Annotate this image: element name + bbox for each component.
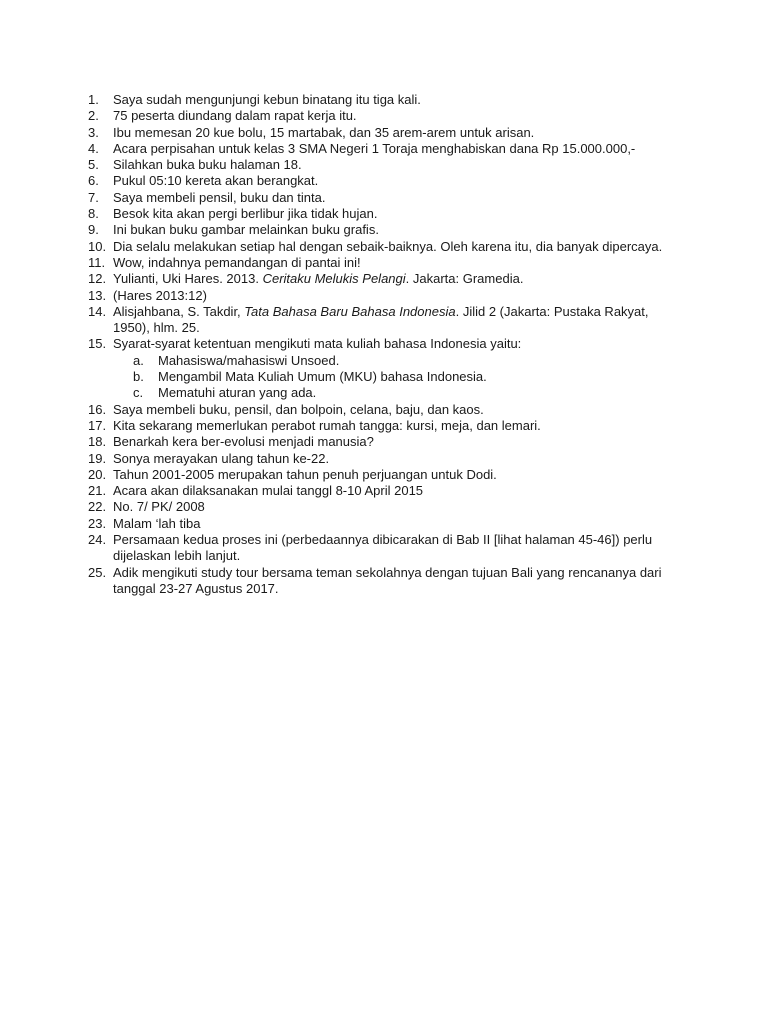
item-text: Kita sekarang memerlukan perabot rumah tangga: kursi, meja, dan lemari.	[113, 417, 541, 433]
item-text: Pukul 05:10 kereta akan berangkat.	[113, 173, 319, 189]
item-text-main: Syarat-syarat ketentuan mengikuti mata kuliah bahasa Indonesia yaitu:	[113, 336, 522, 352]
list-item	[88, 467, 688, 483]
item-number: 24.	[88, 532, 107, 548]
item-text: Dia selalu melakukan setiap hal dengan sebaik-baiknya. Oleh karena itu, dia banyak dipercaya.	[113, 238, 663, 254]
item-text: Acara perpisahan untuk kelas 3 SMA Negeri 1 Toraja menghabiskan dana Rp 15.000.000,-	[113, 140, 636, 156]
item-number: 18.	[88, 434, 107, 450]
list-item	[88, 499, 688, 515]
item-text: 75 peserta diundang dalam rapat kerja itu.	[113, 108, 357, 124]
item-text: Persamaan kedua proses ini (perbedaannya dibicarakan di Bab II [lihat halaman 45-46]) perlu dijelaskan lebih lanjut.	[113, 532, 653, 564]
item-text: Malam ‘lah tiba	[113, 515, 201, 531]
book-title: Ceritaku Melukis Pelangi	[262, 271, 406, 287]
numbered-list	[88, 92, 688, 597]
citation-publisher: . Jilid 2 (Jakarta: Pustaka Rakyat, 1950), hlm. 25.	[113, 303, 649, 336]
item-text	[113, 336, 688, 401]
item-number: 12.	[88, 271, 107, 287]
item-text: Benarkah kera ber-evolusi menjadi manusia?	[113, 434, 374, 450]
list-item	[88, 304, 688, 337]
item-number: 15.	[88, 336, 107, 352]
list-item	[88, 141, 688, 157]
sub-item-text: Mahasiswa/mahasiswi Unsoed.	[158, 352, 340, 368]
list-item	[88, 565, 688, 598]
list-item	[88, 206, 688, 222]
list-item	[88, 271, 688, 287]
item-text: (Hares 2013:12)	[113, 287, 207, 303]
item-number: 1.	[88, 92, 99, 107]
item-number: 21.	[88, 483, 107, 499]
item-number: 8.	[88, 206, 99, 222]
sub-list-item	[113, 385, 688, 401]
item-number: 17.	[88, 417, 107, 433]
list-item	[88, 190, 688, 206]
list-item	[88, 532, 688, 565]
item-text: Acara akan dilaksanakan mulai tanggl 8-10 April 2015	[113, 483, 424, 499]
citation-author: Yulianti, Uki Hares. 2013.	[113, 271, 263, 287]
sub-item-text: Mematuhi aturan yang ada.	[158, 385, 317, 401]
sub-item-letter: a.	[133, 352, 144, 368]
sub-item-letter: b.	[133, 369, 144, 385]
item-number: 10.	[88, 238, 107, 254]
item-text: Wow, indahnya pemandangan di pantai ini!	[113, 254, 361, 270]
item-number: 25.	[88, 564, 107, 580]
sub-item-letter: c.	[133, 385, 144, 401]
citation-author: Alisjahbana, S. Takdir,	[113, 303, 245, 319]
list-item	[88, 402, 688, 418]
item-number: 19.	[88, 450, 107, 466]
item-text: Silahkan buka buku halaman 18.	[113, 157, 302, 173]
sub-item-text: Mengambil Mata Kuliah Umum (MKU) bahasa Indonesia.	[158, 369, 487, 385]
item-text: Ibu memesan 20 kue bolu, 15 martabak, dan 35 arem-arem untuk arisan.	[113, 124, 535, 140]
book-title: Tata Bahasa Baru Bahasa Indonesia	[244, 303, 456, 319]
item-text	[113, 271, 688, 287]
list-item	[88, 108, 688, 124]
item-number: 2.	[88, 108, 99, 124]
item-text: Saya membeli buku, pensil, dan bolpoin, celana, baju, dan kaos.	[113, 401, 484, 417]
item-number: 11.	[88, 254, 106, 270]
list-item	[88, 92, 688, 108]
list-item	[88, 288, 688, 304]
sub-list	[113, 353, 688, 402]
item-number: 6.	[88, 173, 99, 189]
item-number: 7.	[88, 189, 99, 205]
item-number: 9.	[88, 222, 99, 238]
list-item	[88, 483, 688, 499]
item-text: Besok kita akan pergi berlibur jika tidak hujan.	[113, 206, 378, 222]
item-text: Tahun 2001-2005 merupakan tahun penuh perjuangan untuk Dodi.	[113, 466, 497, 482]
item-number: 4.	[88, 140, 99, 156]
sub-list-item	[113, 353, 688, 369]
citation-publisher: . Jakarta: Gramedia.	[405, 271, 524, 287]
item-text: Sonya merayakan ulang tahun ke-22.	[113, 450, 330, 466]
list-item	[88, 336, 688, 401]
list-item	[88, 239, 688, 255]
sub-list-item	[113, 369, 688, 385]
list-item	[88, 451, 688, 467]
list-item	[88, 434, 688, 450]
list-item	[88, 255, 688, 271]
item-number: 20.	[88, 466, 107, 482]
item-number: 23.	[88, 515, 107, 531]
item-number: 14.	[88, 303, 107, 319]
item-number: 5.	[88, 157, 99, 173]
list-item	[88, 516, 688, 532]
item-text	[113, 304, 688, 337]
item-number: 13.	[88, 287, 107, 303]
item-text: Adik mengikuti study tour bersama teman sekolahnya dengan tujuan Bali yang rencananya dari tanggal 23-27 Agustus 2017.	[113, 564, 662, 596]
list-item	[88, 125, 688, 141]
item-text: Saya membeli pensil, buku dan tinta.	[113, 189, 326, 205]
list-item	[88, 157, 688, 173]
item-text: Saya sudah mengunjungi kebun binatang itu tiga kali.	[113, 92, 421, 107]
item-number: 22.	[88, 499, 107, 515]
item-text: Ini bukan buku gambar melainkan buku grafis.	[113, 222, 379, 238]
item-number: 16.	[88, 401, 107, 417]
list-item	[88, 173, 688, 189]
list-item	[88, 418, 688, 434]
item-text: No. 7/ PK/ 2008	[113, 499, 205, 515]
list-item	[88, 222, 688, 238]
item-number: 3.	[88, 124, 99, 140]
